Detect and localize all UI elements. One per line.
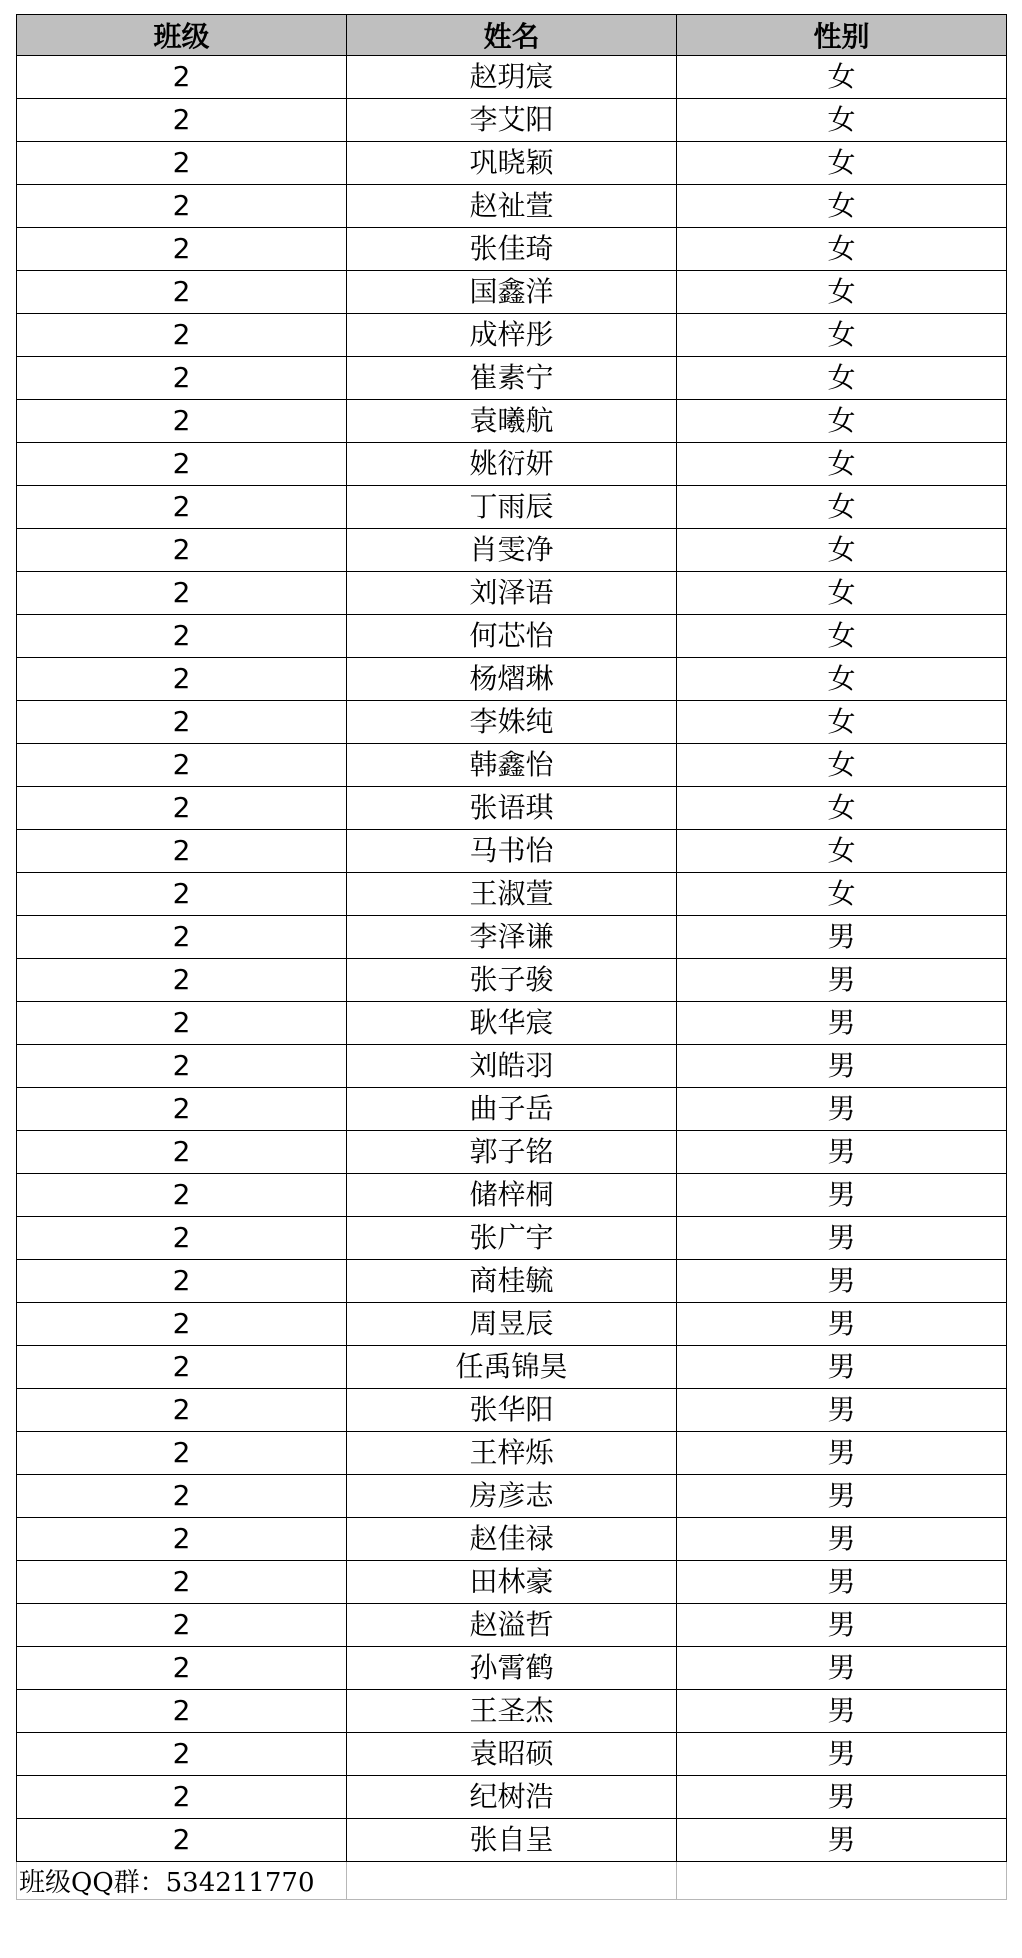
class-cell: 2 [17,1131,347,1174]
table-row [17,1260,1007,1303]
student-name-cell: 纪树浩 [347,1776,677,1819]
class-cell: 2 [17,400,347,443]
table-row [17,1690,1007,1733]
class-cell: 2 [17,1389,347,1432]
student-name-cell: 袁曦航 [347,400,677,443]
student-name-cell: 房彦志 [347,1475,677,1518]
table-row [17,1303,1007,1346]
student-name-cell: 张广宇 [347,1217,677,1260]
gender-cell: 男 [677,1002,1007,1045]
gender-cell: 男 [677,1776,1007,1819]
table-row [17,1346,1007,1389]
class-cell: 2 [17,1604,347,1647]
class-cell: 2 [17,701,347,744]
student-name-cell: 王圣杰 [347,1690,677,1733]
class-cell: 2 [17,572,347,615]
student-name-cell: 国鑫洋 [347,271,677,314]
student-name-cell: 张自呈 [347,1819,677,1862]
student-name-cell: 田林豪 [347,1561,677,1604]
class-cell: 2 [17,1088,347,1131]
student-name-cell: 李姝纯 [347,701,677,744]
class-cell: 2 [17,1260,347,1303]
student-name-cell: 任禹锦昊 [347,1346,677,1389]
header-row [17,15,1007,56]
table-row [17,615,1007,658]
class-cell: 2 [17,658,347,701]
gender-cell: 男 [677,1819,1007,1862]
class-cell: 2 [17,1045,347,1088]
student-name-cell: 姚衍妍 [347,443,677,486]
student-name-cell: 王淑萱 [347,873,677,916]
class-cell: 2 [17,314,347,357]
gender-cell: 男 [677,1303,1007,1346]
gender-cell: 女 [677,56,1007,99]
gender-cell: 男 [677,1131,1007,1174]
student-name-cell: 张子骏 [347,959,677,1002]
gender-cell: 女 [677,744,1007,787]
gender-cell: 男 [677,959,1007,1002]
class-cell: 2 [17,1690,347,1733]
student-name-cell: 刘泽语 [347,572,677,615]
table-row [17,1647,1007,1690]
class-cell: 2 [17,1518,347,1561]
table-row [17,1432,1007,1475]
class-cell: 2 [17,1475,347,1518]
student-name-cell: 郭子铭 [347,1131,677,1174]
student-name-cell: 杨熠琳 [347,658,677,701]
gender-cell: 女 [677,228,1007,271]
student-name-cell: 何芯怡 [347,615,677,658]
gender-cell: 男 [677,916,1007,959]
table-row [17,658,1007,701]
footer-empty-cell [677,1862,1007,1900]
table-row [17,1561,1007,1604]
gender-cell: 男 [677,1088,1007,1131]
table-row [17,873,1007,916]
table-row [17,1217,1007,1260]
table-row [17,916,1007,959]
table-row [17,142,1007,185]
gender-cell: 男 [677,1174,1007,1217]
table-row [17,1088,1007,1131]
gender-cell: 女 [677,185,1007,228]
footer-row [17,1862,1007,1900]
class-cell: 2 [17,185,347,228]
gender-cell: 女 [677,701,1007,744]
student-name-cell: 耿华宸 [347,1002,677,1045]
class-cell: 2 [17,959,347,1002]
table-row [17,1131,1007,1174]
table-row [17,486,1007,529]
student-name-cell: 李艾阳 [347,99,677,142]
student-name-cell: 赵溢哲 [347,1604,677,1647]
class-cell: 2 [17,1432,347,1475]
table-row [17,1002,1007,1045]
table-row [17,529,1007,572]
gender-cell: 男 [677,1604,1007,1647]
student-name-cell: 马书怡 [347,830,677,873]
class-cell: 2 [17,1733,347,1776]
gender-cell: 女 [677,787,1007,830]
table-row [17,56,1007,99]
student-name-cell: 巩晓颖 [347,142,677,185]
table-row [17,228,1007,271]
student-name-cell: 肖雯净 [347,529,677,572]
footer-empty-cell [347,1862,677,1900]
student-name-cell: 韩鑫怡 [347,744,677,787]
gender-cell: 男 [677,1217,1007,1260]
table-row [17,1776,1007,1819]
student-name-cell: 周昱辰 [347,1303,677,1346]
column-header-class: 班级 [17,15,347,56]
table-row [17,1475,1007,1518]
student-name-cell: 丁雨辰 [347,486,677,529]
student-name-cell: 储梓桐 [347,1174,677,1217]
gender-cell: 女 [677,873,1007,916]
gender-cell: 男 [677,1475,1007,1518]
table-row [17,1518,1007,1561]
gender-cell: 女 [677,357,1007,400]
gender-cell: 男 [677,1647,1007,1690]
gender-cell: 女 [677,443,1007,486]
table-row [17,400,1007,443]
class-cell: 2 [17,830,347,873]
column-header-gender: 性别 [677,15,1007,56]
student-name-cell: 赵佳禄 [347,1518,677,1561]
student-name-cell: 刘皓羽 [347,1045,677,1088]
class-cell: 2 [17,1561,347,1604]
class-cell: 2 [17,529,347,572]
student-name-cell: 张语琪 [347,787,677,830]
class-cell: 2 [17,1819,347,1862]
gender-cell: 女 [677,99,1007,142]
table-row [17,744,1007,787]
gender-cell: 男 [677,1346,1007,1389]
student-name-cell: 赵祉萱 [347,185,677,228]
table-row [17,701,1007,744]
class-cell: 2 [17,142,347,185]
table-row [17,572,1007,615]
gender-cell: 女 [677,142,1007,185]
student-name-cell: 崔素宁 [347,357,677,400]
class-cell: 2 [17,916,347,959]
table-row [17,357,1007,400]
table-row [17,1389,1007,1432]
class-cell: 2 [17,1776,347,1819]
class-cell: 2 [17,1647,347,1690]
table-row [17,185,1007,228]
student-name-cell: 王梓烁 [347,1432,677,1475]
class-cell: 2 [17,615,347,658]
table-row [17,1045,1007,1088]
class-cell: 2 [17,1174,347,1217]
student-name-cell: 赵玥宸 [347,56,677,99]
table-row [17,1733,1007,1776]
student-name-cell: 张佳琦 [347,228,677,271]
table-row [17,1819,1007,1862]
table-row [17,830,1007,873]
table-row [17,1174,1007,1217]
class-cell: 2 [17,56,347,99]
student-name-cell: 袁昭硕 [347,1733,677,1776]
class-cell: 2 [17,1303,347,1346]
student-name-cell: 商桂毓 [347,1260,677,1303]
class-cell: 2 [17,873,347,916]
gender-cell: 男 [677,1733,1007,1776]
class-roster-table [16,14,1007,1900]
table-row [17,1604,1007,1647]
gender-cell: 女 [677,572,1007,615]
class-cell: 2 [17,787,347,830]
table-row [17,959,1007,1002]
student-name-cell: 成梓彤 [347,314,677,357]
gender-cell: 女 [677,486,1007,529]
class-cell: 2 [17,99,347,142]
gender-cell: 男 [677,1045,1007,1088]
roster-body [17,56,1007,1862]
class-qq-group-note: 班级QQ群：534211770 [17,1862,347,1900]
class-cell: 2 [17,486,347,529]
gender-cell: 男 [677,1432,1007,1475]
gender-cell: 男 [677,1260,1007,1303]
gender-cell: 女 [677,529,1007,572]
gender-cell: 女 [677,271,1007,314]
class-cell: 2 [17,228,347,271]
gender-cell: 男 [677,1561,1007,1604]
gender-cell: 女 [677,400,1007,443]
table-row [17,443,1007,486]
class-cell: 2 [17,744,347,787]
student-name-cell: 张华阳 [347,1389,677,1432]
gender-cell: 女 [677,314,1007,357]
student-name-cell: 曲子岳 [347,1088,677,1131]
table-row [17,314,1007,357]
class-cell: 2 [17,1217,347,1260]
student-name-cell: 李泽谦 [347,916,677,959]
table-row [17,99,1007,142]
class-cell: 2 [17,1346,347,1389]
gender-cell: 男 [677,1690,1007,1733]
gender-cell: 男 [677,1518,1007,1561]
gender-cell: 男 [677,1389,1007,1432]
gender-cell: 女 [677,830,1007,873]
gender-cell: 女 [677,658,1007,701]
column-header-name: 姓名 [347,15,677,56]
class-cell: 2 [17,443,347,486]
class-cell: 2 [17,1002,347,1045]
gender-cell: 女 [677,615,1007,658]
table-row [17,787,1007,830]
class-cell: 2 [17,271,347,314]
class-cell: 2 [17,357,347,400]
student-name-cell: 孙霄鹤 [347,1647,677,1690]
table-row [17,271,1007,314]
